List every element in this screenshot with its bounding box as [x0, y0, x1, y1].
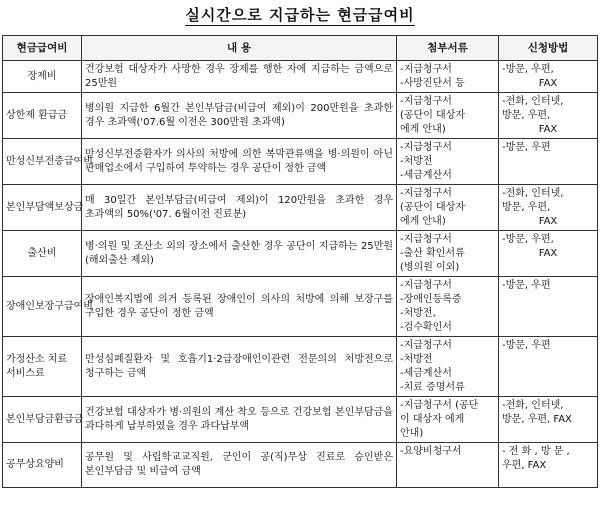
table-row: [3, 185, 598, 231]
document-line: 에게 안내): [400, 124, 446, 135]
benefit-content: 공무원 및 사립학교교직원, 군인이 공(직)무상 진료로 승인받은 본인부담금 및 비급여 금액: [82, 443, 397, 488]
application-method: [499, 231, 598, 277]
benefit-name: 가정산소 치료 서비스료: [3, 337, 82, 397]
benefit-content: 만성심폐질환자 및 호흡기1·2급장애인이관련 전문의의 처방전으로 청구하는 금액: [82, 337, 397, 397]
benefit-name: 장애인보장구급여비: [3, 277, 82, 337]
document-line: -지급청구서: [400, 64, 452, 75]
required-documents: [397, 277, 499, 337]
method-line: FAX: [538, 216, 558, 227]
benefit-name: 만성신부전증급여비: [3, 139, 82, 185]
benefit-name: 출산비: [3, 231, 82, 277]
document-line: -요양비청구서: [400, 446, 462, 457]
method-line: -방문, 우편: [502, 340, 551, 351]
benefit-name: 장제비: [3, 61, 82, 93]
table-row: [3, 443, 598, 488]
document-line: -지급청구서: [400, 188, 452, 199]
required-documents: [397, 337, 499, 397]
benefit-content: 병의원 지급한 6월간 본인부담금(비급여 제외)이 200만원을 초과한 경우 초과액('07.6월 이전은 300만원 초과액): [82, 93, 397, 139]
application-method: [499, 277, 598, 337]
application-method: [499, 139, 598, 185]
page-title-text: 실시간으로 지급하는 현금급여비: [185, 6, 415, 24]
document-line: -처방전: [400, 156, 433, 167]
table-header-row: [3, 36, 598, 61]
application-method: [499, 93, 598, 139]
method-line: -전화, 인터넷,: [502, 96, 564, 107]
method-line: FAX: [538, 248, 558, 259]
header-name: 현금급여비: [3, 36, 82, 61]
document-line: -지급청구서: [400, 280, 452, 291]
document-line: -처방전: [400, 354, 433, 365]
method-line: 방문, 우편,: [502, 110, 551, 121]
document-line: 에게 안내): [400, 216, 446, 227]
method-line: -방문, 우편,: [502, 64, 554, 75]
table-row: [3, 93, 598, 139]
table-row: [3, 231, 598, 277]
method-line: -전화, 인터넷,: [502, 400, 564, 411]
application-method: [499, 185, 598, 231]
method-line: -방문, 우편: [502, 142, 551, 153]
header-documents: 첨부서류: [397, 36, 499, 61]
benefit-content: 매 30일간 본인부담금(비급여 제외)이 120만원을 초과한 경우 초과액의 50%('07. 6월이전 진료분): [82, 185, 397, 231]
method-line: FAX: [538, 78, 558, 89]
document-line: -세금계산서: [400, 170, 452, 181]
table-row: [3, 277, 598, 337]
benefit-content: 장애인복지법에 의거 등록된 장애인이 의사의 처방에 의해 보장구를 구입한 경우 공단이 정한 금액: [82, 277, 397, 337]
required-documents: [397, 397, 499, 443]
document-line: -세금계산서: [400, 368, 452, 379]
document-line: -지급청구서 (공단: [400, 400, 479, 411]
document-line: -장애인등록증: [400, 294, 462, 305]
benefit-content: 건강보험 대상자가 병·의원의 계산 착오 등으로 건강보험 본인부담금을 과다하게 납부하였을 경우 과다납부액: [82, 397, 397, 443]
table-row: [3, 61, 598, 93]
method-line: -방문, 우편: [502, 280, 551, 291]
benefit-name: 상한제 환급금: [3, 93, 82, 139]
required-documents: [397, 93, 499, 139]
method-line: FAX: [538, 124, 558, 135]
document-line: -치료 증명서류: [400, 382, 465, 393]
document-line: -검수확인서: [400, 322, 452, 333]
cash-benefit-table: [2, 35, 598, 488]
method-line: 방문, 우편,: [502, 202, 551, 213]
method-line: -전화, 인터넷,: [502, 188, 564, 199]
benefit-content: 만성신부전증환자가 의사의 처방에 의한 복막관류액을 병·의원이 아닌 판매업소에서 구입하여 투약하는 경우 공단이 정한 금액: [82, 139, 397, 185]
table-row: [3, 337, 598, 397]
document-line: -사망진단서 등: [400, 78, 465, 89]
method-line: - 전 화 , 방 문 ,: [502, 446, 570, 457]
required-documents: [397, 139, 499, 185]
required-documents: [397, 61, 499, 93]
benefit-content: 건강보험 대상자가 사망한 경우 장제를 행한 자에 지급하는 금액으로 25만원: [82, 61, 397, 93]
application-method: [499, 61, 598, 93]
document-line: -지급청구서: [400, 96, 452, 107]
document-line: (병의원 이외): [400, 262, 460, 273]
document-line: -지급청구서: [400, 340, 452, 351]
document-line: 안내): [400, 428, 424, 439]
benefit-name: 본인부담액보상금: [3, 185, 82, 231]
document-line: -출산 확인서류: [400, 248, 465, 259]
benefit-name: 공무상요양비: [3, 443, 82, 488]
header-method: 신청방법: [499, 36, 598, 61]
document-line: -지급청구서: [400, 234, 452, 245]
table-row: [3, 397, 598, 443]
document-line: -처방전,: [400, 308, 436, 319]
method-line: 우편, FAX: [502, 460, 547, 471]
required-documents: [397, 231, 499, 277]
method-line: -방문, 우편,: [502, 234, 554, 245]
document-line: -지급청구서: [400, 142, 452, 153]
benefit-content: 병·의원 및 조산소 외의 장소에서 출산한 경우 공단이 지급하는 25만원(해외출산 제외): [82, 231, 397, 277]
required-documents: [397, 185, 499, 231]
document-line: (공단이 대상자: [400, 110, 466, 121]
application-method: [499, 443, 598, 488]
page-title: [0, 4, 600, 25]
table-row: [3, 139, 598, 185]
application-method: [499, 397, 598, 443]
method-line: 방문, 우편, FAX: [502, 414, 572, 425]
benefit-name: 본인부담금환급금: [3, 397, 82, 443]
header-content: 내 용: [82, 36, 397, 61]
document-line: 이 대상자 에게: [400, 414, 465, 425]
required-documents: [397, 443, 499, 488]
document-line: (공단이 대상자: [400, 202, 466, 213]
application-method: [499, 337, 598, 397]
